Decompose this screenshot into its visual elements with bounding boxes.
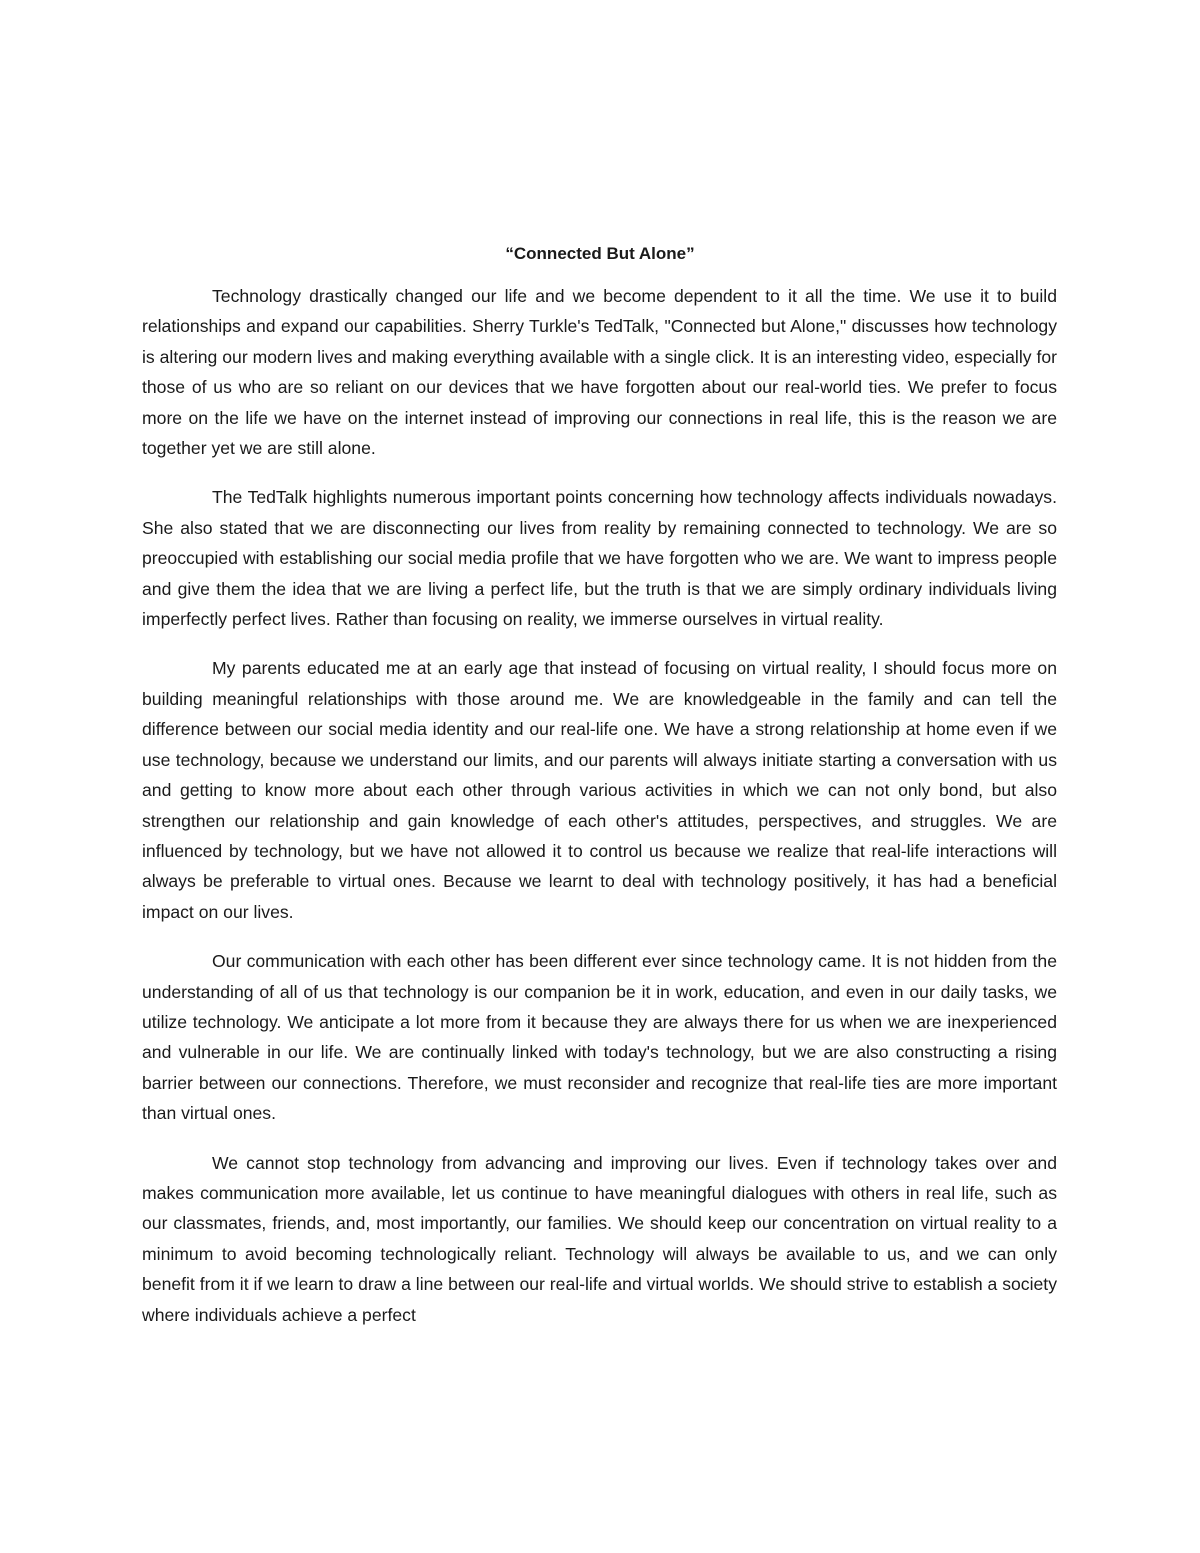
document-body	[142, 281, 1057, 1349]
paragraph-5: We cannot stop technology from advancing and improving our lives. Even if technology takes over and makes communication more available, let us continue to have meaningful dialogues with others in real life, such as our classmates, friends, and, most importantly, our families. We should keep our concentration on virtual reality to a minimum to avoid becoming technologically reliant. Technology will always be available to us, and we can only benefit from it if we learn to draw a line between our real-life and virtual worlds. We should strive to establish a society where individuals achieve a perfect	[142, 1152, 1057, 1325]
paragraph-3: My parents educated me at an early age that instead of focusing on virtual reality, I should focus more on building meaningful relationships with those around me. We are knowledgeable in the family and can tell the difference between our social media identity and our real-life one. We have a strong relationship at home even if we use technology, because we understand our limits, and our parents will always initiate starting a conversation with us and getting to know more about each other through various activities in which we can not only bond, but also strengthen our relationship and gain knowledge of each other's attitudes, perspectives, and struggles. We are influenced by technology, but we have not allowed it to control us because we realize that real-life interactions will always be preferable to virtual ones. Because we learnt to deal with technology positively, it has had a beneficial impact on our lives.	[142, 658, 1057, 922]
document-title: “Connected But Alone”	[505, 244, 695, 263]
paragraph-2: The TedTalk highlights numerous important points concerning how technology affects individuals nowadays. She also stated that we are disconnecting our lives from reality by remaining connected to technology. We are so preoccupied with establishing our social media profile that we have forgotten who we are. We want to impress people and give them the idea that we are living a perfect life, but the truth is that we are simply ordinary individuals living imperfectly perfect lives. Rather than focusing on reality, we immerse ourselves in virtual reality.	[142, 487, 1057, 630]
paragraph-1: Technology drastically changed our life and we become dependent to it all the time. We use it to build relationships and expand our capabilities. Sherry Turkle's TedTalk, "Connected but Alone," discusses how technology is altering our modern lives and making everything available with a single click. It is an interesting video, especially for those of us who are so reliant on our devices that we have forgotten about our real-world ties. We prefer to focus more on the life we have on the internet instead of improving our connections in real life, this is the reason we are together yet we are still alone.	[142, 286, 1057, 459]
paragraph-4: Our communication with each other has been different ever since technology came. It is not hidden from the understanding of all of us that technology is our companion be it in work, education, and even in our daily tasks, we utilize technology. We anticipate a lot more from it because they are always there for us when we are inexperienced and vulnerable in our life. We are continually linked with today's technology, but we are also constructing a rising barrier between our connections. Therefore, we must reconsider and recognize that real-life ties are more important than virtual ones.	[142, 951, 1057, 1124]
